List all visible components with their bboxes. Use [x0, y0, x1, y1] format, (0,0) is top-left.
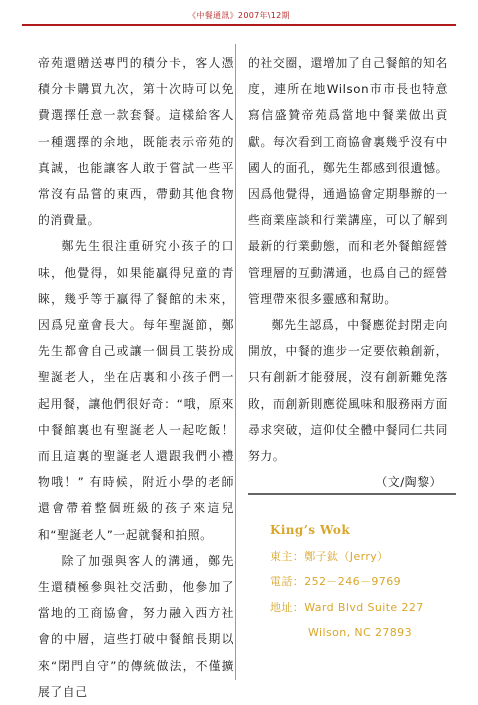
paragraph: 的社交圈，還增加了自己餐館的知名度，連所在地Wilson市市長也特意寫信盛贊帝苑爲當地中餐業做出貢獻。每次看到工商協會裏幾乎沒有中國人的面孔，鄭先生都感到很遺憾。因爲他覺得，通過協會定期舉辦的一些商業座談和行業講座，可以了解到最新的行業動態，而和老外餐館經營管理層的互動溝通，也爲自己的經營管理帶來很多靈感和幫助。: [248, 56, 448, 306]
shop-address-city: Wilson, NC 27893: [308, 626, 412, 639]
paragraph: 鄭先生認爲，中餐應從封閉走向開放，中餐的進步一定要依賴創新，只有創新才能發展，沒有創新難免落敗，而創新則應從風味和服務兩方面尋求突破，這仰仗全體中餐同仁共同努力。: [248, 318, 448, 464]
shop-phone: 電話：252－246－9769: [270, 575, 401, 588]
shop-name: King’s Wok: [270, 523, 351, 537]
header-publication-title: 《中餐通訊》2007年\12期: [188, 11, 290, 20]
header-rule: [22, 24, 456, 26]
left-column: [38, 50, 234, 705]
right-column: [248, 50, 448, 495]
author-credit: （文/陶黎）: [375, 475, 442, 490]
column-divider: [235, 44, 236, 680]
paragraph: 鄭先生很注重研究小孩子的口味，他覺得，如果能贏得兒童的青睞，幾乎等于贏得了餐館的未來，因爲兒童會長大。每年聖誕節，鄭先生都會自己或讓一個員工裝扮成聖誕老人，坐在店裏和小孩子們一起用餐，讓他們很好奇：“哦，原來中餐館裏也有聖誕老人一起吃飯！而且這裏的聖誕老人還跟我們小禮物哦！” 有時候，附近小學的老師還會帶着整個班級的孩子來這兒和“聖誕老人”一起就餐和拍照。: [38, 239, 234, 542]
paragraph: 帝苑還贈送專門的積分卡，客人憑積分卡購買九次，第十次時可以免費選擇任意一款套餐。這樣給客人一種選擇的余地，既能表示帝苑的真誠，也能讓客人敢于嘗試一些平常沒有品嘗的東西，帶動其他食物的消費量。: [38, 56, 234, 228]
shop-address: 地址：Ward Blvd Suite 227: [270, 600, 424, 614]
shop-info-box: [270, 518, 460, 646]
section-divider: [248, 493, 456, 495]
shop-owner: 東主：鄭子鈦（Jerry）: [270, 549, 389, 563]
page-header: [0, 8, 478, 30]
paragraph: 除了加强與客人的溝通，鄭先生還積極參與社交活動，他參加了當地的工商協會，努力融入西方社會的中層，這些打破中餐館長期以來“閉門自守”的傳統做法，不僅擴展了自己: [38, 553, 234, 699]
